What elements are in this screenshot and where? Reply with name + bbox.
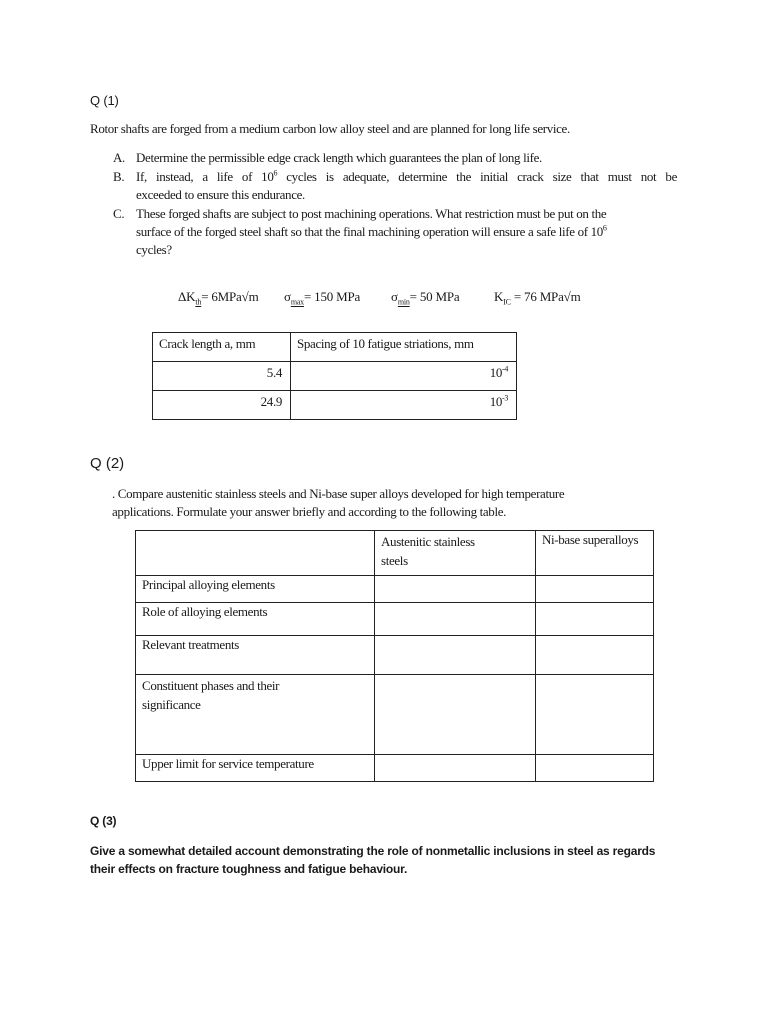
table-cell: 5.4 — [153, 362, 291, 391]
table-row — [136, 675, 654, 755]
item-label: C. — [113, 206, 125, 221]
item-label: B. — [113, 169, 125, 184]
table-cell — [136, 531, 375, 576]
param-sigma-max: $\sigma_{max}= 150$ MPa — [284, 289, 361, 307]
q3-body — [90, 842, 655, 878]
q3-line: Give a somewhat detailed account demonstrating the role of nonmetallic inclusions in steel as regards — [90, 844, 656, 858]
table-cell: $10^{-3}$ — [291, 391, 517, 420]
table-cell — [375, 755, 536, 782]
table-cell — [375, 636, 536, 675]
param-kic: $K_{IC} = 76$ MPa√m — [494, 289, 581, 307]
table-cell — [536, 675, 654, 755]
q3-line: their effects on fracture toughness and fatigue behaviour. — [90, 862, 408, 876]
table-cell: Principal alloying elements — [136, 576, 375, 603]
q2-intro — [112, 485, 564, 521]
item-line: cycles? — [136, 242, 172, 257]
table-header-row — [153, 333, 517, 362]
table-row — [136, 755, 654, 782]
q2-heading: Q (2) — [90, 455, 125, 472]
table-header: Spacing of 10 fatigue striations, mm — [291, 333, 517, 362]
table-cell: $10^{-4}$ — [291, 362, 517, 391]
table-row — [136, 603, 654, 636]
table-row — [153, 391, 517, 420]
item-line: surface of the forged steel shaft so that the final machining operation will ensure a safe life of $10^6$ — [136, 223, 607, 239]
table-row — [153, 362, 517, 391]
q1-item-b — [113, 168, 678, 206]
crack-table — [152, 332, 517, 420]
table-cell — [536, 755, 654, 782]
table-header: Ni-base superalloys — [536, 531, 654, 576]
param-sigma-min: $\sigma_{min}= 50$ MPa — [391, 289, 460, 307]
item-label: A. — [113, 150, 125, 165]
q3-heading: Q (3) — [90, 814, 117, 828]
table-cell: 24.9 — [153, 391, 291, 420]
compare-table — [135, 530, 654, 782]
param-dk: $\Delta K_{th}= 6MPa√m$ — [178, 289, 259, 307]
table-header: Austenitic stainless steels — [375, 531, 536, 576]
table-cell — [536, 603, 654, 636]
q1-item-c — [113, 205, 678, 261]
table-cell — [536, 636, 654, 675]
table-row — [136, 576, 654, 603]
q1-heading: Q (1) — [90, 93, 119, 108]
table-cell — [375, 675, 536, 755]
table-cell: Constituent phases and their significance — [136, 675, 375, 755]
item-line: These forged shafts are subject to post machining operations. What restriction must be put on the — [136, 206, 607, 221]
table-cell — [375, 603, 536, 636]
exponent: 6 — [602, 223, 607, 233]
table-row — [136, 636, 654, 675]
table-cell: Upper limit for service temperature — [136, 755, 375, 782]
item-line: If, instead, a life of $10^6$ cycles is adequate, determine the initial crack size that must not be — [136, 168, 678, 184]
intro-line: . Compare austenitic stainless steels and Ni-base super alloys developed for high temperature — [112, 486, 565, 501]
table-cell: Role of alloying elements — [136, 603, 375, 636]
item-line: exceeded to ensure this endurance. — [136, 187, 305, 202]
item-text: Determine the permissible edge crack length which guarantees the plan of long life. — [136, 150, 542, 165]
table-cell: Relevant treatments — [136, 636, 375, 675]
table-header-row — [136, 531, 654, 576]
table-cell — [536, 576, 654, 603]
q1-intro: Rotor shafts are forged from a medium carbon low alloy steel and are planned for long life service. — [90, 121, 570, 136]
table-header: Crack length a, mm — [153, 333, 291, 362]
table-cell — [375, 576, 536, 603]
intro-line: applications. Formulate your answer briefly and according to the following table. — [112, 504, 507, 519]
exponent: 6 — [273, 168, 278, 178]
